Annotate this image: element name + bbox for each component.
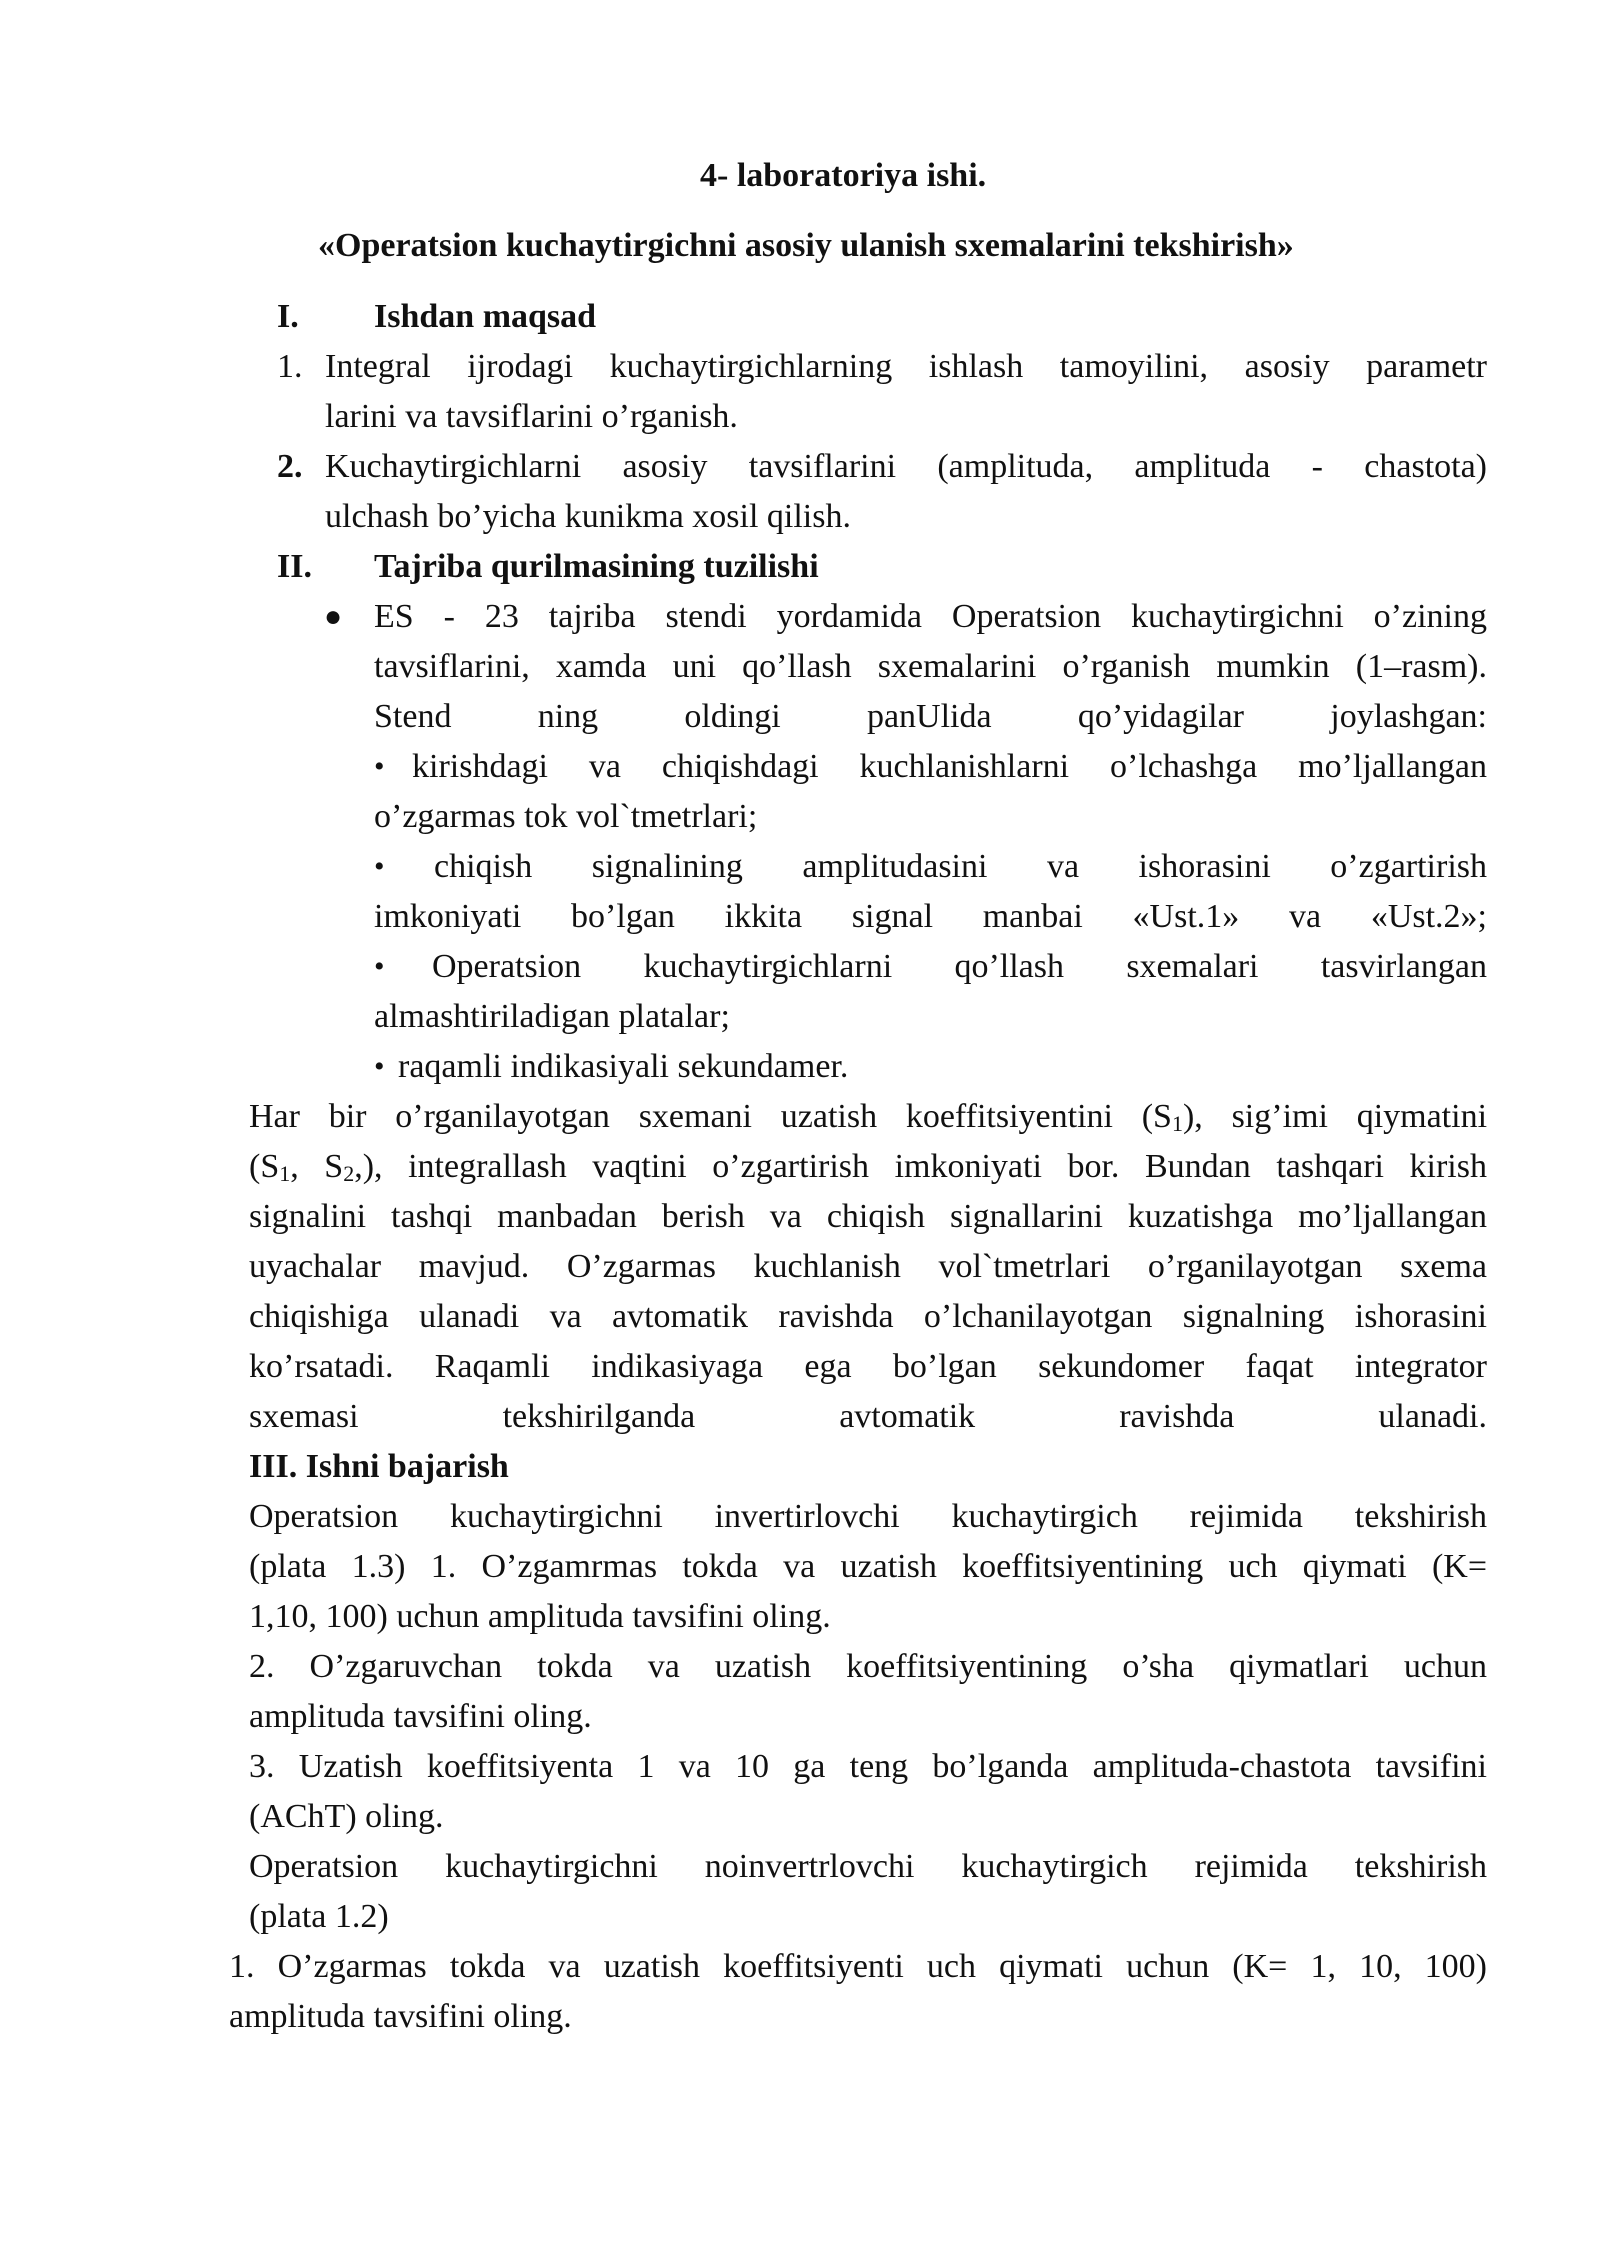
task-line-5: amplituda tavsifini oling. — [249, 1698, 592, 1735]
stand-line-10: raqamli indikasiyali sekundamer. — [398, 1048, 849, 1085]
item-1-line-2: larini va tavsiflarini o’rganish. — [325, 398, 738, 435]
item-1-number: 1. — [277, 348, 303, 385]
paragraph-line-2: ($S_1$, $S_2$,), integrallash vaqtini o’zgartirish imkoniyati bor. Bundan tashqari kirish — [249, 1148, 1487, 1186]
section-2-heading: Tajriba qurilmasining tuzilishi — [374, 548, 819, 585]
task-line-10: 1. O’zgarmas tokda va uzatish koeffitsiyenti uch qiymati uchun (K= 1, 10, 100) — [229, 1948, 1487, 1985]
task-line-9: (plata 1.2) — [249, 1898, 389, 1935]
task-line-2: (plata 1.3) 1. O’zgamrmas tokda va uzatish koeffitsiyentining uch qiymati (K= — [249, 1548, 1487, 1585]
bullet-icon: • — [374, 950, 385, 983]
item-2-line-1: Kuchaytirgichlarni asosiy tavsiflarini (amplituda, amplituda - chastota) — [325, 448, 1487, 485]
stand-line-7: imkoniyati bo’lgan ikkita signal manbai «Ust.1» va «Ust.2»; — [374, 898, 1487, 935]
task-line-6: 3. Uzatish koeffitsiyenta 1 va 10 ga teng bo’lganda amplituda-chastota tavsifini — [249, 1748, 1487, 1785]
stand-line-6: chiqish signalining amplitudasini va ishorasini o’zgartirish — [434, 848, 1487, 885]
doc-title: 4- laboratoriya ishi. — [700, 157, 987, 194]
stand-line-4: kirishdagi va chiqishdagi kuchlanishlarni o’lchashga mo’ljallangan — [412, 748, 1487, 785]
paragraph-line-4: uyachalar mavjud. O’zgarmas kuchlanish vol`tmetrlari o’rganilayotgan sxema — [249, 1248, 1487, 1285]
stand-line-5: o’zgarmas tok vol`tmetrlari; — [374, 798, 758, 835]
paragraph-line-3: signalini tashqi manbadan berish va chiqish signallarini kuzatishga mo’ljallangan — [249, 1198, 1487, 1235]
paragraph-line-5: chiqishiga ulanadi va avtomatik ravishda o’lchanilayotgan signalning ishorasini — [249, 1298, 1487, 1335]
section-3-heading: III. Ishni bajarish — [249, 1448, 509, 1485]
task-line-11: amplituda tavsifini oling. — [229, 1998, 572, 2035]
paragraph-line-7: sxemasi tekshirilganda avtomatik ravishda ulanadi. — [249, 1398, 1487, 1435]
section-1-heading: Ishdan maqsad — [374, 298, 597, 335]
stand-line-1: ES - 23 tajriba stendi yordamida Operatsion kuchaytirgichni o’zining — [374, 598, 1487, 635]
task-line-3: 1,10, 100) uchun amplituda tavsifini oling. — [249, 1598, 831, 1635]
paragraph-line-1: Har bir o’rganilayotgan sxemani uzatish koeffitsiyentini $(S_1)$, sig’imi qiymatini — [249, 1098, 1488, 1136]
stand-line-9: almashtiriladigan platalar; — [374, 998, 730, 1035]
bullet-icon: ● — [324, 600, 343, 633]
task-line-7: (AChT) oling. — [249, 1798, 444, 1835]
stand-line-8: Operatsion kuchaytirgichlarni qo’llash sxemalari tasvirlangan — [432, 948, 1487, 985]
bullet-icon: • — [374, 850, 385, 883]
paragraph-line-6: ko’rsatadi. Raqamli indikasiyaga ega bo’lgan sekundomer faqat integrator — [249, 1348, 1487, 1385]
bullet-icon: • — [374, 750, 385, 783]
bullet-icon: • — [374, 1050, 385, 1083]
item-2-number: 2. — [277, 448, 303, 485]
task-line-1: Operatsion kuchaytirgichni invertirlovchi kuchaytirgich rejimida tekshirish — [249, 1498, 1487, 1535]
section-1-number: I. — [277, 298, 299, 335]
stand-line-2: tavsiflarini, xamda uni qo’llash sxemalarini o’rganish mumkin (1–rasm). — [374, 648, 1487, 685]
item-2-line-2: ulchash bo’yicha kunikma xosil qilish. — [325, 498, 851, 535]
task-line-4: 2. O’zgaruvchan tokda va uzatish koeffitsiyentining o’sha qiymatlari uchun — [249, 1648, 1487, 1685]
doc-subtitle: «Operatsion kuchaytirgichni asosiy ulanish sxemalarini tekshirish» — [318, 227, 1294, 264]
item-1-line-1: Integral ijrodagi kuchaytirgichlarning ishlash tamoyilini, asosiy parametr — [325, 348, 1487, 385]
section-2-number: II. — [277, 548, 312, 585]
task-line-8: Operatsion kuchaytirgichni noinvertrlovchi kuchaytirgich rejimida tekshirish — [249, 1848, 1487, 1885]
stand-line-3: Stend ning oldingi panUlida qo’yidagilar joylashgan: — [374, 698, 1487, 735]
